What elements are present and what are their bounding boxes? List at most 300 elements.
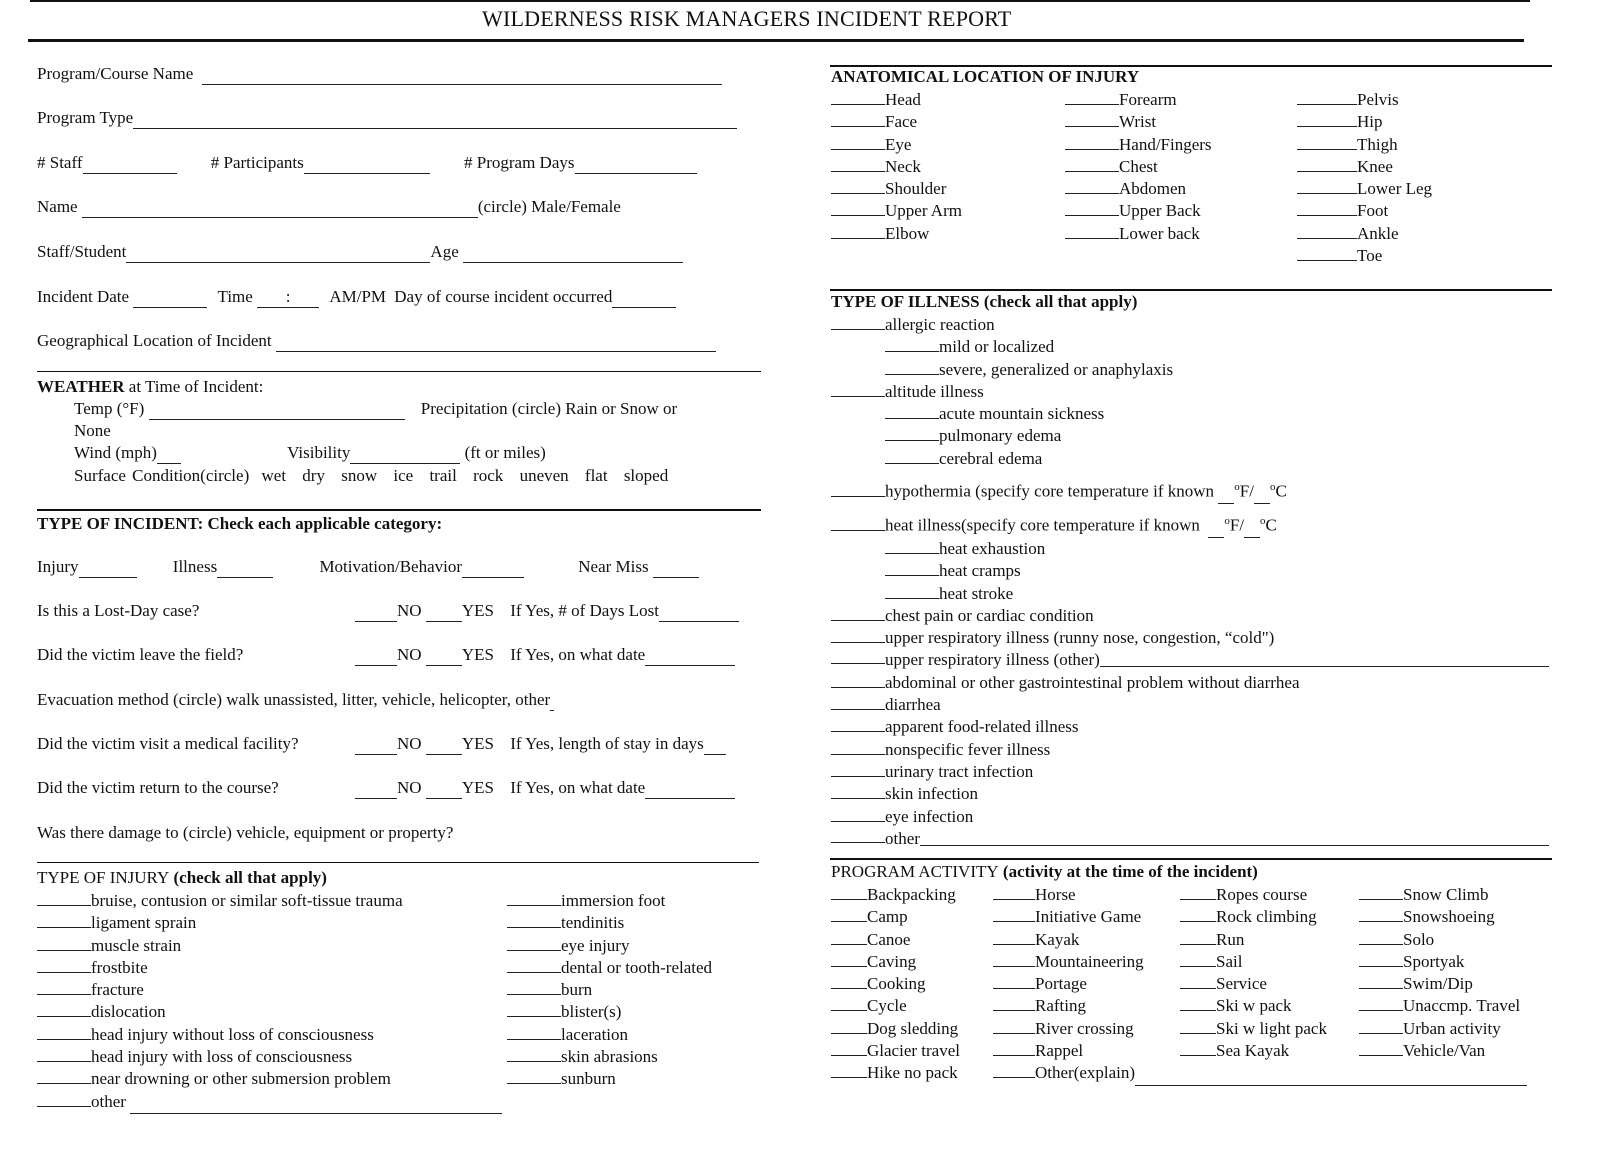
anatomical-item-hip[interactable]: Hip [1297,111,1432,133]
checkbox-blank[interactable] [885,449,939,464]
wind-field[interactable] [157,443,181,464]
illness-item-skin-infection[interactable]: skin infection [831,783,1549,805]
incident-type-heading: TYPE OF INCIDENT: Check each applicable category: [37,514,443,533]
injury-item[interactable]: ligament sprain [37,912,502,934]
page-title: WILDERNESS RISK MANAGERS INCIDENT REPORT [482,6,1012,31]
anatomical-item-ankle[interactable]: Ankle [1297,223,1432,245]
checkbox-blank[interactable] [1359,1041,1403,1056]
anatomical-item-foot[interactable]: Foot [1297,200,1432,222]
injury-item-other[interactable]: other [37,1091,502,1114]
anatomical-item-face[interactable]: Face [831,111,962,133]
activity-item[interactable]: Solo [1359,929,1520,951]
checkbox-blank[interactable] [1359,974,1403,989]
checkbox-blank[interactable] [831,179,885,194]
injury-type-heading: TYPE OF INJURY (check all that apply) [37,868,327,887]
checkbox-blank[interactable] [507,980,561,995]
checkbox-blank[interactable] [37,1092,91,1107]
injury-item[interactable]: head injury without loss of consciousness [37,1024,502,1046]
left-field-no-check[interactable] [355,645,397,666]
injury-item[interactable]: head injury with loss of consciousness [37,1046,502,1068]
checkbox-blank[interactable] [37,1047,91,1062]
illness-item-allergic[interactable]: allergic reaction [831,314,1549,336]
illness-item-ams[interactable]: acute mountain sickness [831,403,1549,425]
time-field[interactable] [257,287,319,308]
checkbox-blank[interactable] [831,1041,867,1056]
age-label: Age [430,242,459,261]
lost-days-field[interactable] [659,601,739,622]
checkbox-blank[interactable] [507,1025,561,1040]
checkbox-blank[interactable] [37,980,91,995]
injury-item[interactable]: tendinitis [507,912,712,934]
injury-item[interactable]: eye injury [507,935,712,957]
injury-item[interactable]: burn [507,979,712,1001]
injury-item[interactable]: blister(s) [507,1001,712,1023]
evacuation-method-select[interactable]: Evacuation method (circle) walk unassisted, litter, vehicle, helicopter, other [37,690,551,709]
activity-item[interactable]: Cooking [831,973,960,995]
category-motivation-check[interactable] [462,557,524,578]
checkbox-blank[interactable] [885,584,939,599]
checkbox-blank[interactable] [993,974,1035,989]
temp-field[interactable] [149,399,405,420]
checkbox-blank[interactable] [1297,224,1357,239]
program-type-label: Program Type [37,108,134,127]
checkbox-blank[interactable] [37,1002,91,1017]
category-near-miss-check[interactable] [653,557,699,578]
checkbox-blank[interactable] [885,404,939,419]
activity-item[interactable]: Sea Kayak [1180,1040,1327,1062]
checkbox-blank[interactable] [1359,907,1403,922]
illness-heading: TYPE OF ILLNESS (check all that apply) [831,292,1138,311]
visibility-unit: (ft or miles) [464,443,546,462]
checkbox-blank[interactable] [831,828,885,843]
checkbox-blank[interactable] [831,1019,867,1034]
surface-option-rock[interactable]: rock [473,466,504,485]
checkbox-blank[interactable] [1065,224,1119,239]
checkbox-blank[interactable] [831,717,885,732]
anatomical-heading: ANATOMICAL LOCATION OF INJURY [831,67,1140,86]
injury-item[interactable]: laceration [507,1024,712,1046]
activity-item-other[interactable]: Other(explain) [993,1062,1527,1085]
surface-option-sloped[interactable]: sloped [623,466,669,485]
checkbox-blank[interactable] [1180,930,1216,945]
anatomical-item-wrist[interactable]: Wrist [1065,111,1212,133]
illness-item-cerebral-edema[interactable]: cerebral edema [831,448,1549,470]
checkbox-blank[interactable] [831,885,867,900]
checkbox-blank[interactable] [1180,952,1216,967]
left-field-yes-check[interactable] [426,645,462,666]
program-type-row [37,108,737,129]
hypothermia-temp-f-field[interactable] [1218,481,1234,504]
activity-item[interactable]: Rafting [993,995,1527,1017]
illness-list [831,314,1549,850]
checkbox-blank[interactable] [37,1069,91,1084]
illness-item-hypothermia[interactable]: hypothermia (specify core temperature if known $^o$F/ $^o$C [831,476,1549,504]
time-separator: : [285,287,291,306]
checkbox-blank[interactable] [1180,907,1216,922]
returned-yes-check[interactable] [426,778,462,799]
surface-option-snow[interactable]: snow [341,466,378,485]
surface-option-uneven[interactable]: uneven [519,466,569,485]
activity-col4 [1359,884,1520,1062]
activity-item[interactable]: Swim/Dip [1359,973,1520,995]
checkbox-blank[interactable] [831,628,885,643]
checkbox-blank[interactable] [831,907,867,922]
activity-item[interactable]: Portage [993,973,1527,995]
checkbox-blank[interactable] [831,784,885,799]
checkbox-blank[interactable] [507,958,561,973]
anatomical-item-abdomen[interactable]: Abdomen [1065,178,1212,200]
checkbox-blank[interactable] [37,913,91,928]
checkbox-blank[interactable] [831,157,885,172]
left-field-row: Did the victim leave the field? NO YES If Yes, on what date [37,645,735,666]
checkbox-blank[interactable] [831,112,885,127]
name-row [37,197,621,218]
day-of-course-label: Day of course incident occurred [394,287,613,306]
injury-item[interactable]: fracture [37,979,502,1001]
checkbox-blank[interactable] [507,913,561,928]
checkbox-blank[interactable] [831,1063,867,1078]
temp-label: Temp (°F) [74,399,145,418]
illness-item-uri-other[interactable]: upper respiratory illness (other) [831,649,1549,671]
anatomical-item-thigh[interactable]: Thigh [1297,134,1432,156]
checkbox-blank[interactable] [831,516,885,531]
checkbox-blank[interactable] [831,90,885,105]
wind-row [74,443,546,464]
lost-day-row: Is this a Lost-Day case? NO YES If Yes, # of Days Lost [37,601,739,622]
checkbox-blank[interactable] [507,1069,561,1084]
staff-count-field[interactable] [83,153,177,174]
injury-item[interactable]: sunburn [507,1068,712,1090]
checkbox-blank[interactable] [1359,996,1403,1011]
incident-categories-row [37,557,699,578]
illness-item-altitude[interactable]: altitude illness [831,381,1549,403]
time-label: Time [217,287,253,306]
checkbox-blank[interactable] [1065,90,1119,105]
checkbox-blank[interactable] [831,695,885,710]
activity-item[interactable]: Caving [831,951,960,973]
illness-item-mild[interactable]: mild or localized [831,336,1549,358]
category-illness-label: Illness [172,557,218,576]
checkbox-blank[interactable] [885,561,939,576]
heat-temp-f-field[interactable] [1208,515,1224,538]
checkbox-blank[interactable] [993,930,1035,945]
surface-option-wet[interactable]: wet [261,466,287,485]
activity-item[interactable]: Backpacking [831,884,960,906]
checkbox-blank[interactable] [1359,1019,1403,1034]
illness-item-fever[interactable]: nonspecific fever illness [831,739,1549,761]
checkbox-blank[interactable] [885,360,939,375]
checkbox-blank[interactable] [993,1019,1035,1034]
lost-day-no-check[interactable] [355,601,397,622]
ampm-select[interactable]: AM/PM [329,287,387,306]
activity-item[interactable]: Vehicle/Van [1359,1040,1520,1062]
participants-count-field[interactable] [304,153,430,174]
anatomical-item-lower-back[interactable]: Lower back [1065,223,1212,245]
incident-divider [37,509,761,511]
injury-item[interactable]: near drowning or other submersion problem [37,1068,502,1090]
anatomical-item-lower-leg[interactable]: Lower Leg [1297,178,1432,200]
checkbox-blank[interactable] [993,885,1035,900]
checkbox-blank[interactable] [1359,885,1403,900]
gender-select[interactable]: (circle) Male/Female [477,197,621,216]
anatomical-item-upper-arm[interactable]: Upper Arm [831,200,962,222]
program-type-field[interactable] [133,108,737,129]
checkbox-blank[interactable] [831,996,867,1011]
activity-item[interactable]: Ski w pack [1180,995,1327,1017]
checkbox-blank[interactable] [1065,201,1119,216]
staff-student-field[interactable] [126,242,430,263]
illness-divider [830,289,1552,291]
checkbox-blank[interactable] [1065,135,1119,150]
category-illness-check[interactable] [217,557,273,578]
illness-item-heat[interactable]: heat illness(specify core temperature if known $^o$F/ $^o$C [831,510,1549,538]
injury-list-left [37,890,502,1114]
illness-item-heat-exhaustion[interactable]: heat exhaustion [831,538,1549,560]
medical-no-check[interactable] [355,734,397,755]
uri-other-field[interactable] [1100,649,1549,667]
evacuation-row [37,690,554,711]
illness-item-food[interactable]: apparent food-related illness [831,716,1549,738]
anatomical-item-knee[interactable]: Knee [1297,156,1432,178]
anatomical-item-chest[interactable]: Chest [1065,156,1212,178]
checkbox-blank[interactable] [1180,996,1216,1011]
checkbox-blank[interactable] [1359,930,1403,945]
activity-item[interactable]: Snowshoeing [1359,906,1520,928]
illness-item-eye-infection[interactable]: eye infection [831,806,1549,828]
checkbox-blank[interactable] [1297,112,1357,127]
checkbox-blank[interactable] [993,952,1035,967]
surface-option-flat[interactable]: flat [584,466,608,485]
activity-item[interactable]: Canoe [831,929,960,951]
anatomical-col3 [1297,89,1432,267]
surface-option-dry[interactable]: dry [302,466,325,485]
injury-item[interactable]: immersion foot [507,890,712,912]
activity-item[interactable]: Urban activity [1359,1018,1520,1040]
checkbox-blank[interactable] [831,649,885,664]
left-field-date-field[interactable] [645,645,735,666]
program-days-field[interactable] [575,153,697,174]
participants-label: # Participants [210,153,304,172]
anatomical-item-upper-back[interactable]: Upper Back [1065,200,1212,222]
geo-location-row [37,331,716,352]
category-motivation-label: Motivation/Behavior [319,557,463,576]
checkbox-blank[interactable] [831,315,885,330]
checkbox-blank[interactable] [507,1002,561,1017]
category-injury-label: Injury [37,557,79,576]
heat-temp-c-field[interactable] [1244,515,1260,538]
surface-option-ice[interactable]: ice [393,466,414,485]
checkbox-blank[interactable] [885,426,939,441]
illness-item-heat-stroke[interactable]: heat stroke [831,583,1549,605]
activity-item[interactable]: Kayak [993,929,1527,951]
injury-divider [37,862,759,863]
checkbox-blank[interactable] [507,936,561,951]
anatomical-item-shoulder[interactable]: Shoulder [831,178,962,200]
checkbox-blank[interactable] [1180,885,1216,900]
checkbox-blank[interactable] [831,952,867,967]
activity-item[interactable]: Sportyak [1359,951,1520,973]
activity-item[interactable]: River crossing [993,1018,1527,1040]
checkbox-blank[interactable] [1180,974,1216,989]
checkbox-blank[interactable] [831,740,885,755]
injury-item[interactable]: muscle strain [37,935,502,957]
checkbox-blank[interactable] [1065,179,1119,194]
checkbox-blank[interactable] [37,958,91,973]
visibility-label: Visibility [287,443,351,462]
age-field[interactable] [463,242,683,263]
medical-yes-check[interactable] [426,734,462,755]
activity-item[interactable]: Mountaineering [993,951,1527,973]
checkbox-blank[interactable] [1359,952,1403,967]
incident-date-label: Incident Date [37,287,130,306]
checkbox-blank[interactable] [1297,201,1357,216]
surface-row [74,466,668,486]
illness-item-diarrhea[interactable]: diarrhea [831,694,1549,716]
anatomical-item-eye[interactable]: Eye [831,134,962,156]
anatomical-item-neck[interactable]: Neck [831,156,962,178]
checkbox-blank[interactable] [1297,135,1357,150]
staff-student-label: Staff/Student [37,242,127,261]
checkbox-blank[interactable] [1297,179,1357,194]
illness-other-field[interactable] [920,828,1549,846]
illness-item-chest-pain[interactable]: chest pain or cardiac condition [831,605,1549,627]
anatomical-item-head[interactable]: Head [831,89,962,111]
checkbox-blank[interactable] [1180,1041,1216,1056]
injury-item[interactable]: skin abrasions [507,1046,712,1068]
activity-item[interactable]: Camp [831,906,960,928]
incident-date-field[interactable] [133,287,207,308]
checkbox-blank[interactable] [1297,246,1357,261]
program-course-name-label: Program/Course Name [37,64,194,83]
anatomical-item-toe[interactable]: Toe [1297,245,1432,267]
checkbox-blank[interactable] [993,1063,1035,1078]
checkbox-blank[interactable] [831,201,885,216]
activity-divider [830,858,1552,860]
activity-item[interactable]: Cycle [831,995,960,1017]
title-underline [28,39,1524,42]
injury-item[interactable]: dental or tooth-related [507,957,712,979]
surface-option-trail[interactable]: trail [429,466,457,485]
activity-col3 [1180,884,1327,1062]
surface-label: Surface Condition(circle) [74,466,250,485]
activity-item[interactable]: Unaccmp. Travel [1359,995,1520,1017]
checkbox-blank[interactable] [831,974,867,989]
checkbox-blank[interactable] [993,1041,1035,1056]
checkbox-blank[interactable] [1065,157,1119,172]
returned-question: Did the victim return to the course? [37,778,279,797]
activity-item[interactable]: Service [1180,973,1327,995]
illness-item-uti[interactable]: urinary tract infection [831,761,1549,783]
checkbox-blank[interactable] [1297,90,1357,105]
checkbox-blank[interactable] [885,337,939,352]
category-near-miss-label: Near Miss [578,557,649,576]
checkbox-blank[interactable] [831,762,885,777]
precipitation-select[interactable]: Precipitation (circle) Rain or Snow or [420,399,678,418]
activity-item[interactable]: Snow Climb [1359,884,1520,906]
activity-item[interactable]: Glacier travel [831,1040,960,1062]
returned-no-check[interactable] [355,778,397,799]
checkbox-blank[interactable] [831,673,885,688]
activity-item[interactable]: Initiative Game [993,906,1527,928]
hypothermia-temp-c-field[interactable] [1254,481,1270,504]
activity-item[interactable]: Rock climbing [1180,906,1327,928]
anatomical-item-pelvis[interactable]: Pelvis [1297,89,1432,111]
illness-item-severe[interactable]: severe, generalized or anaphylaxis [831,359,1549,381]
illness-item-other[interactable]: other [831,828,1549,850]
medical-stay-field[interactable] [704,734,726,755]
illness-item-pulmonary-edema[interactable]: pulmonary edema [831,425,1549,447]
activity-item[interactable]: Ski w light pack [1180,1018,1327,1040]
checkbox-blank[interactable] [885,539,939,554]
top-border [30,0,1530,2]
activity-item[interactable]: Run [1180,929,1327,951]
activity-item[interactable]: Ropes course [1180,884,1327,906]
geo-location-field[interactable] [276,331,716,352]
anatomical-col2 [1065,89,1212,245]
checkbox-blank[interactable] [831,224,885,239]
activity-other-field[interactable] [1135,1062,1527,1085]
checkbox-blank[interactable] [37,1025,91,1040]
anatomical-item-forearm[interactable]: Forearm [1065,89,1212,111]
category-injury-check[interactable] [79,557,137,578]
activity-item[interactable]: Sail [1180,951,1327,973]
checkbox-blank[interactable] [993,907,1035,922]
checkbox-blank[interactable] [831,807,885,822]
checkbox-blank[interactable] [1065,112,1119,127]
checkbox-blank[interactable] [37,936,91,951]
checkbox-blank[interactable] [831,482,885,497]
checkbox-blank[interactable] [831,606,885,621]
precipitation-none[interactable]: None [74,421,111,440]
activity-item[interactable]: Rappel [993,1040,1527,1062]
activity-item[interactable]: Horse [993,884,1527,906]
wind-label: Wind (mph) [74,443,157,462]
incident-date-row [37,287,676,308]
checkbox-blank[interactable] [507,891,561,906]
checkbox-blank[interactable] [831,382,885,397]
injury-item[interactable]: dislocation [37,1001,502,1023]
anatomical-item-hand-fingers[interactable]: Hand/Fingers [1065,134,1212,156]
name-label: Name [37,197,78,216]
visibility-field[interactable] [350,443,460,464]
activity-item[interactable]: Dog sledding [831,1018,960,1040]
day-of-course-field[interactable] [612,287,676,308]
illness-item-uri-cold[interactable]: upper respiratory illness (runny nose, congestion, “cold") [831,627,1549,649]
illness-item-gi[interactable]: abdominal or other gastrointestinal problem without diarrhea [831,672,1549,694]
checkbox-blank[interactable] [1297,157,1357,172]
injury-item[interactable]: bruise, contusion or similar soft-tissue trauma [37,890,502,912]
lost-day-yes-check[interactable] [426,601,462,622]
illness-item-heat-cramps[interactable]: heat cramps [831,560,1549,582]
checkbox-blank[interactable] [831,930,867,945]
checkbox-blank[interactable] [993,996,1035,1011]
name-field[interactable] [82,197,478,218]
returned-date-field[interactable] [645,778,735,799]
checkbox-blank[interactable] [37,891,91,906]
checkbox-blank[interactable] [1180,1019,1216,1034]
evacuation-other-field[interactable] [550,690,554,711]
damage-select[interactable]: Was there damage to (circle) vehicle, equipment or property? [37,823,454,842]
program-course-name-row [37,64,722,85]
injury-other-field[interactable] [130,1091,502,1114]
program-course-name-field[interactable] [202,64,722,85]
activity-item[interactable]: Hike no pack [831,1062,960,1084]
injury-item[interactable]: frostbite [37,957,502,979]
anatomical-item-elbow[interactable]: Elbow [831,223,962,245]
checkbox-blank[interactable] [507,1047,561,1062]
medical-row: Did the victim visit a medical facility? NO YES If Yes, length of stay in days [37,734,726,755]
checkbox-blank[interactable] [831,135,885,150]
